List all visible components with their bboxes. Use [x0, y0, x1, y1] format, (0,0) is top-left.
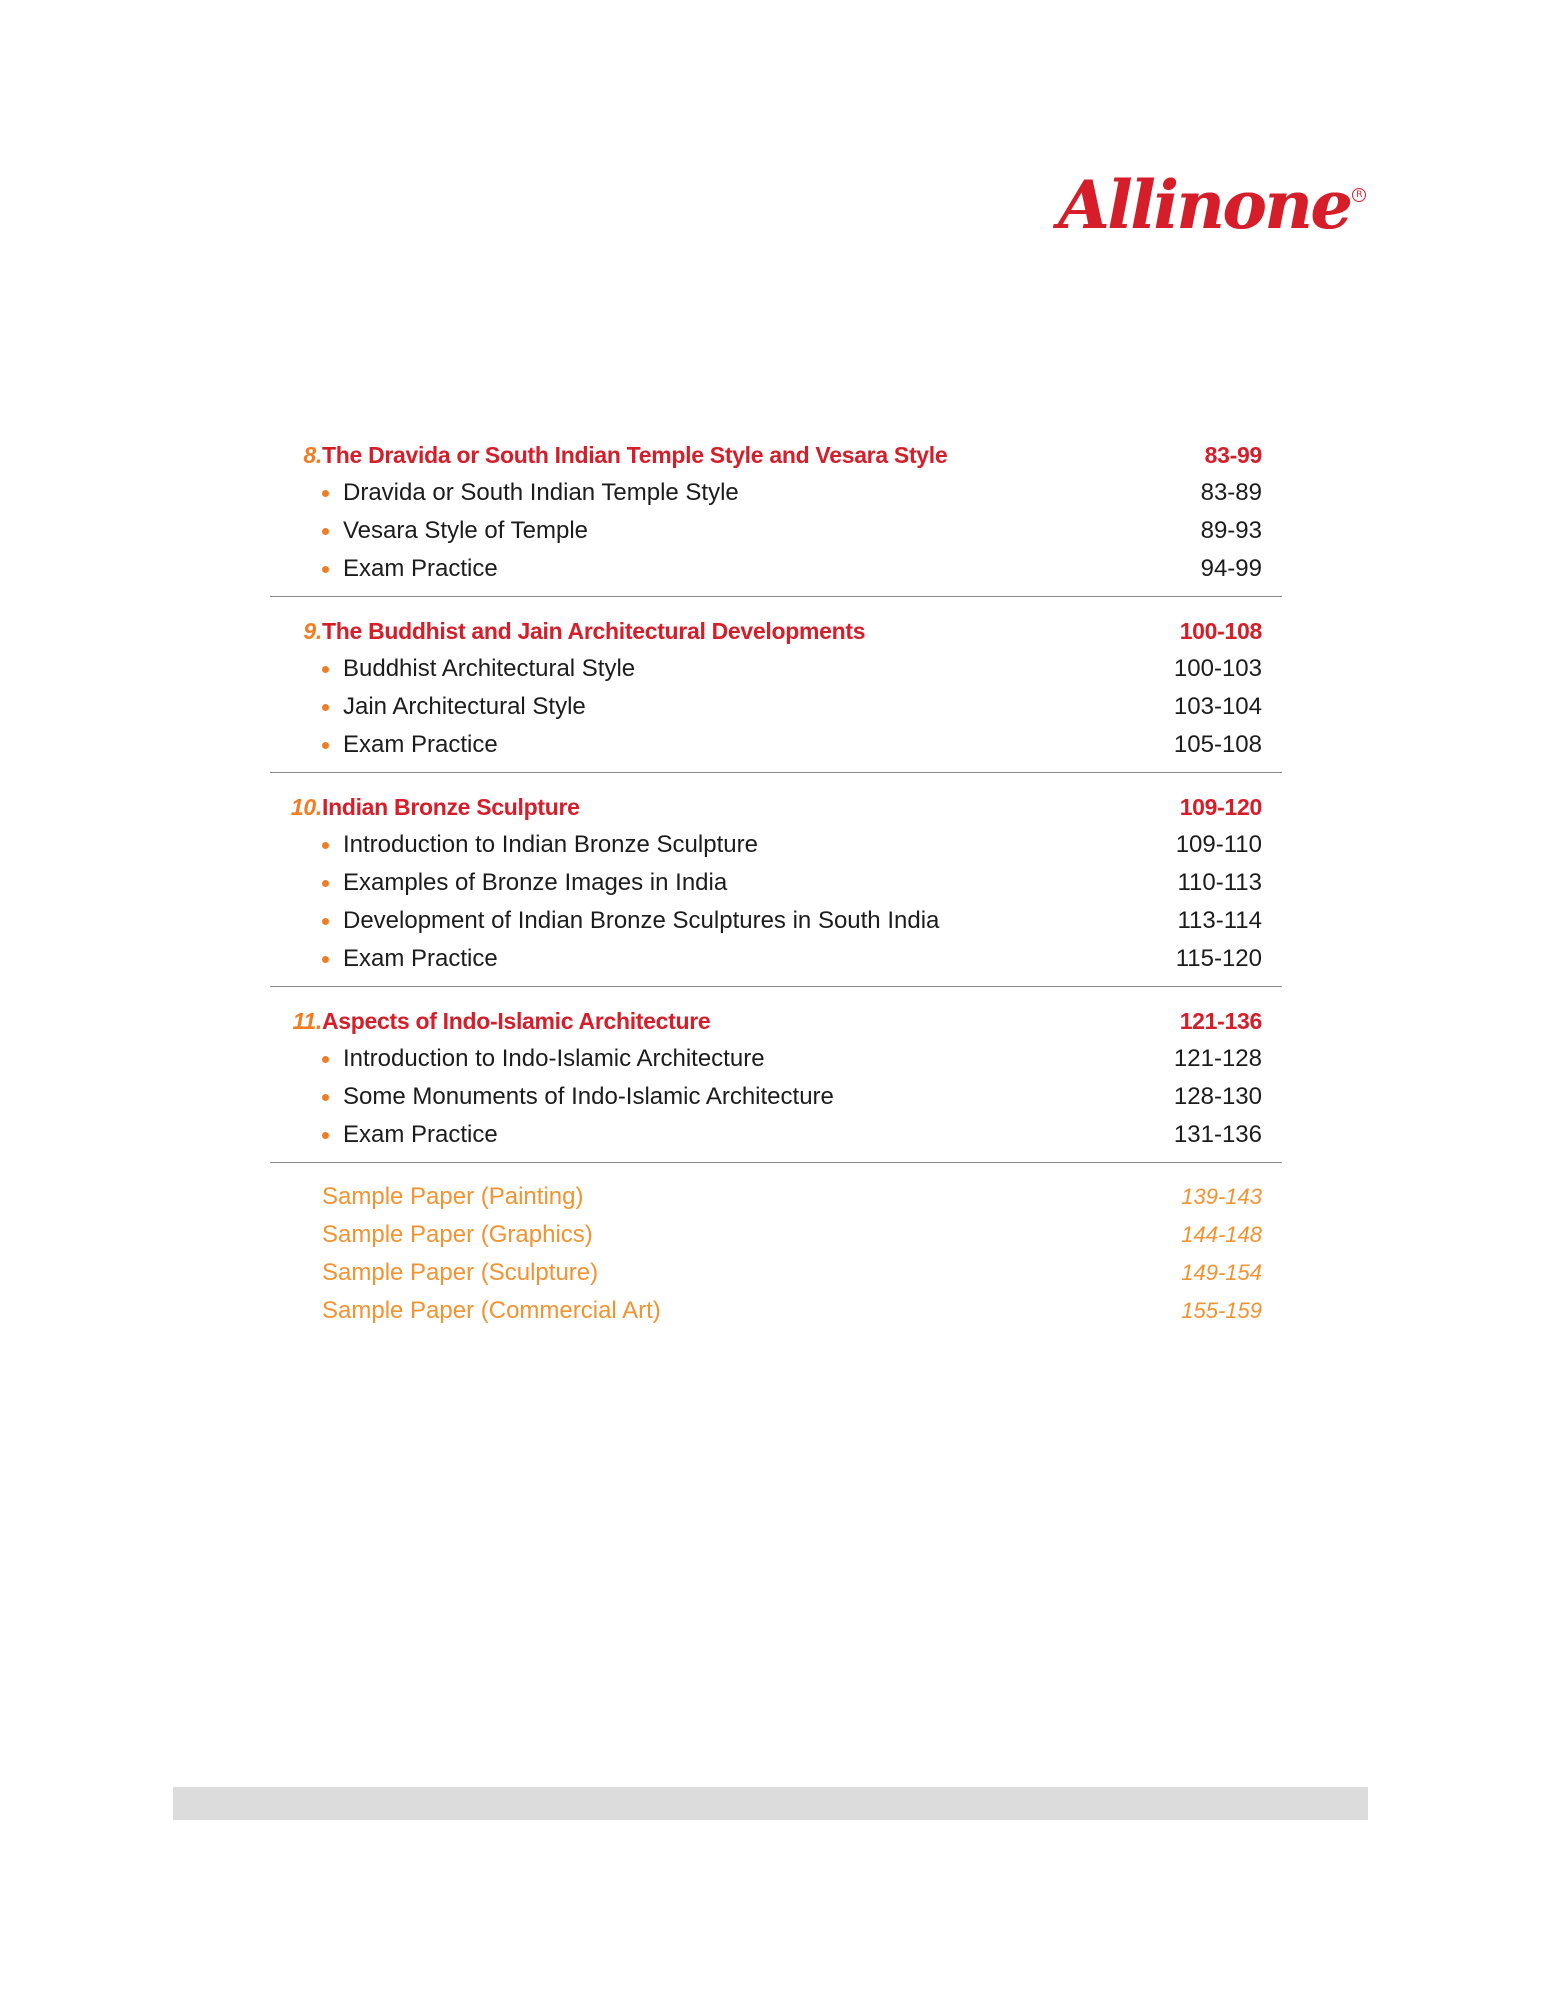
toc-item[interactable] — [270, 474, 1282, 512]
sample-paper-title: Sample Paper (Painting) — [322, 1183, 584, 1210]
toc-item[interactable] — [270, 826, 1282, 864]
bullet-icon — [322, 1056, 329, 1063]
brand-logo — [1058, 166, 1366, 252]
item-pages: 115-120 — [1175, 945, 1262, 972]
chapter-heading[interactable] — [270, 788, 1282, 826]
footer-bar — [173, 1787, 1368, 1820]
bullet-icon — [322, 880, 329, 887]
sample-paper-title: Sample Paper (Graphics) — [322, 1221, 593, 1248]
bullet-icon — [322, 490, 329, 497]
chapter-heading[interactable] — [270, 612, 1282, 650]
table-of-contents — [270, 436, 1282, 1330]
bullet-icon — [322, 566, 329, 573]
toc-item[interactable] — [270, 726, 1282, 764]
chapter-title: Aspects of Indo-Islamic Architecture — [322, 1007, 711, 1034]
item-pages: 110-113 — [1177, 869, 1262, 896]
sample-paper-item[interactable] — [270, 1216, 1282, 1254]
sample-paper-title: Sample Paper (Commercial Art) — [322, 1297, 661, 1324]
item-title: Exam Practice — [343, 945, 498, 972]
chapter-pages: 109-120 — [1179, 793, 1262, 820]
item-pages: 94-99 — [1200, 555, 1262, 582]
sample-paper-pages: 139-143 — [1181, 1184, 1262, 1209]
item-pages: 131-136 — [1173, 1121, 1262, 1148]
sample-paper-pages: 144-148 — [1181, 1222, 1262, 1247]
item-pages: 103-104 — [1173, 693, 1262, 720]
item-pages: 121-128 — [1173, 1045, 1262, 1072]
toc-item[interactable] — [270, 688, 1282, 726]
item-title: Buddhist Architectural Style — [343, 655, 636, 682]
item-pages: 113-114 — [1177, 907, 1262, 934]
chapter-pages: 100-108 — [1179, 617, 1262, 644]
sample-papers — [270, 1178, 1282, 1330]
logo-text: Allinone — [1058, 166, 1351, 244]
chapter-8 — [270, 436, 1282, 597]
bullet-icon — [322, 666, 329, 673]
toc-item[interactable] — [270, 864, 1282, 902]
chapter-number: 11. — [292, 1007, 322, 1034]
item-pages: 83-89 — [1200, 479, 1262, 506]
chapter-11 — [270, 1002, 1282, 1163]
item-title: Vesara Style of Temple — [343, 517, 589, 544]
bullet-icon — [322, 1094, 329, 1101]
chapter-9 — [270, 612, 1282, 773]
toc-item[interactable] — [270, 650, 1282, 688]
bullet-icon — [322, 918, 329, 925]
toc-item[interactable] — [270, 1078, 1282, 1116]
item-title: Dravida or South Indian Temple Style — [343, 479, 739, 506]
item-pages: 100-103 — [1173, 655, 1262, 682]
chapter-heading[interactable] — [270, 1002, 1282, 1040]
item-pages: 109-110 — [1175, 831, 1262, 858]
item-title: Introduction to Indo-Islamic Architecture — [343, 1045, 765, 1072]
toc-item[interactable] — [270, 1040, 1282, 1078]
chapter-10 — [270, 788, 1282, 987]
toc-item[interactable] — [270, 512, 1282, 550]
bullet-icon — [322, 1132, 329, 1139]
bullet-icon — [322, 528, 329, 535]
item-pages: 105-108 — [1173, 731, 1262, 758]
toc-item[interactable] — [270, 1116, 1282, 1154]
bullet-icon — [322, 704, 329, 711]
item-title: Development of Indian Bronze Sculptures in South India — [343, 907, 940, 934]
chapter-number: 8. — [303, 441, 322, 468]
item-title: Some Monuments of Indo-Islamic Architecture — [343, 1083, 834, 1110]
item-pages: 128-130 — [1173, 1083, 1262, 1110]
chapter-number: 10. — [290, 793, 322, 820]
chapter-number: 9. — [303, 617, 322, 644]
sample-paper-item[interactable] — [270, 1178, 1282, 1216]
chapter-title: The Dravida or South Indian Temple Style and Vesara Style — [322, 441, 948, 468]
item-title: Exam Practice — [343, 1121, 498, 1148]
item-pages: 89-93 — [1200, 517, 1262, 544]
item-title: Examples of Bronze Images in India — [343, 869, 728, 896]
bullet-icon — [322, 742, 329, 749]
sample-paper-title: Sample Paper (Sculpture) — [322, 1259, 599, 1286]
chapter-heading[interactable] — [270, 436, 1282, 474]
sample-paper-item[interactable] — [270, 1254, 1282, 1292]
chapter-title: Indian Bronze Sculpture — [322, 793, 580, 820]
item-title: Introduction to Indian Bronze Sculpture — [343, 831, 758, 858]
chapter-pages: 83-99 — [1204, 441, 1262, 468]
item-title: Jain Architectural Style — [343, 693, 586, 720]
toc-item[interactable] — [270, 940, 1282, 978]
sample-paper-pages: 155-159 — [1181, 1298, 1262, 1323]
chapter-pages: 121-136 — [1179, 1007, 1262, 1034]
chapter-title: The Buddhist and Jain Architectural Developments — [322, 617, 866, 644]
sample-paper-pages: 149-154 — [1181, 1260, 1262, 1285]
toc-item[interactable] — [270, 550, 1282, 588]
bullet-icon — [322, 956, 329, 963]
sample-paper-item[interactable] — [270, 1292, 1282, 1330]
item-title: Exam Practice — [343, 555, 498, 582]
bullet-icon — [322, 842, 329, 849]
registered-mark-icon: R — [1352, 188, 1366, 202]
item-title: Exam Practice — [343, 731, 498, 758]
toc-item[interactable] — [270, 902, 1282, 940]
